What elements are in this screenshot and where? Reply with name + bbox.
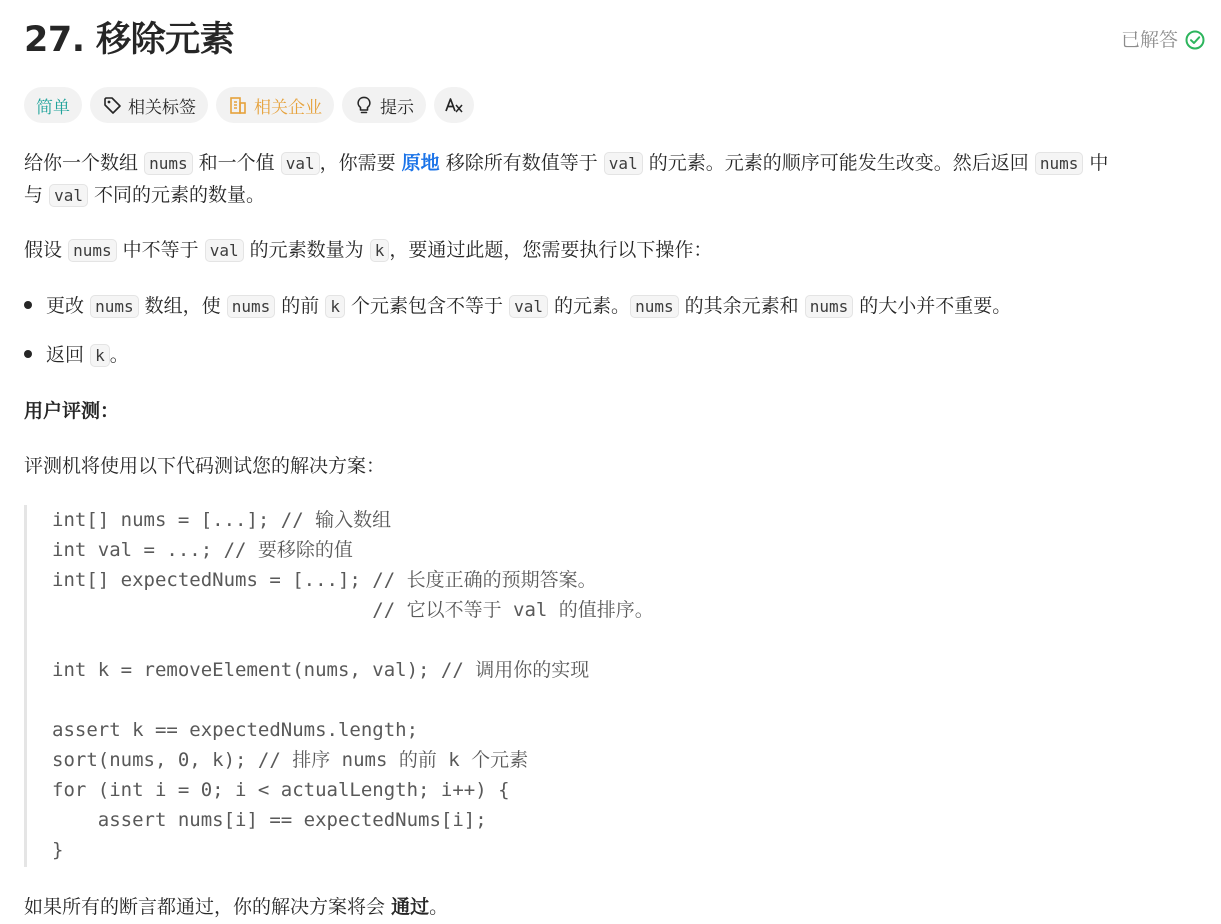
tag-icon (102, 95, 122, 115)
description-paragraph-2: 假设 nums 中不等于 val 的元素数量为 k ，要通过此题，您需要执行以下操作： (24, 239, 713, 261)
description-paragraph-1: 给你一个数组 nums 和一个值 val ，你需要 原地 移除所有数值等于 val 的元素。元素的顺序可能发生改变。然后返回 nums 中 (24, 152, 1109, 174)
inline-code: nums (1035, 152, 1084, 175)
inline-code: val (604, 152, 643, 175)
judge-intro: 评测机将使用以下代码测试您的解决方案： (24, 455, 386, 477)
title-row (24, 18, 1206, 62)
tag-bar (24, 87, 474, 123)
inline-code: val (509, 295, 548, 318)
judge-heading: 用户评测： (24, 400, 120, 422)
inline-code: nums (90, 295, 139, 318)
hint-button[interactable] (342, 87, 426, 123)
list-item: 更改 nums 数组，使 nums 的前 k 个元素包含不等于 val 的元素。 nums 的其余元素和 nums 的大小并不重要。 (24, 290, 1011, 323)
inline-code: k (325, 295, 345, 318)
check-circle-icon (1184, 29, 1206, 51)
inline-code: k (90, 344, 110, 367)
inline-code: nums (805, 295, 854, 318)
hint-label: 提示 (380, 97, 414, 118)
solved-status-label: 已解答 (1120, 29, 1178, 51)
inline-code: nums (227, 295, 276, 318)
building-icon (228, 95, 248, 115)
code-sample-block (24, 505, 654, 867)
inline-code: nums (630, 295, 679, 318)
in-place-link[interactable]: 原地 (401, 152, 440, 174)
difficulty-label: 简单 (36, 97, 70, 118)
list-item: 返回 k 。 (24, 339, 129, 372)
outro-paragraph: 如果所有的断言都通过，你的解决方案将会 通过。 (24, 896, 449, 918)
inline-code: nums (144, 152, 193, 175)
inline-code: val (205, 239, 244, 262)
description-paragraph-1-continued: 与 val 不同的元素的数量。 (24, 184, 266, 206)
related-tags-button[interactable] (90, 87, 208, 123)
inline-code: nums (68, 239, 117, 262)
solved-status (1121, 27, 1206, 53)
code-sample: int[] nums = [...]; // 输入数组 int val = ...; // 要移除的值 int[] expectedNums = [...]; // 长度正确的预期答案。 // 它以不等于 val 的值排序。 int k = removeElement(nums, val); // 调用你的实现 assert k == expectedNums.length; sort(nums, 0, k); // 排序 nums 的前 k 个元素 for (int i = 0; i < actualLength; i++) { assert nums[i] == expectedNums[i]; } (52, 509, 654, 861)
related-companies-button[interactable] (216, 87, 334, 123)
translate-icon (444, 95, 464, 115)
translate-button[interactable] (434, 87, 474, 123)
inline-code: k (370, 239, 390, 262)
difficulty-tag[interactable] (24, 87, 82, 123)
lightbulb-icon (354, 95, 374, 115)
related-companies-label: 相关企业 (254, 97, 322, 118)
inline-code: val (49, 184, 88, 207)
bullet-dot (24, 350, 32, 358)
related-tags-label: 相关标签 (128, 97, 196, 118)
bullet-dot (24, 301, 32, 309)
inline-code: val (281, 152, 320, 175)
problem-title[interactable]: 27. 移除元素 (24, 20, 235, 60)
